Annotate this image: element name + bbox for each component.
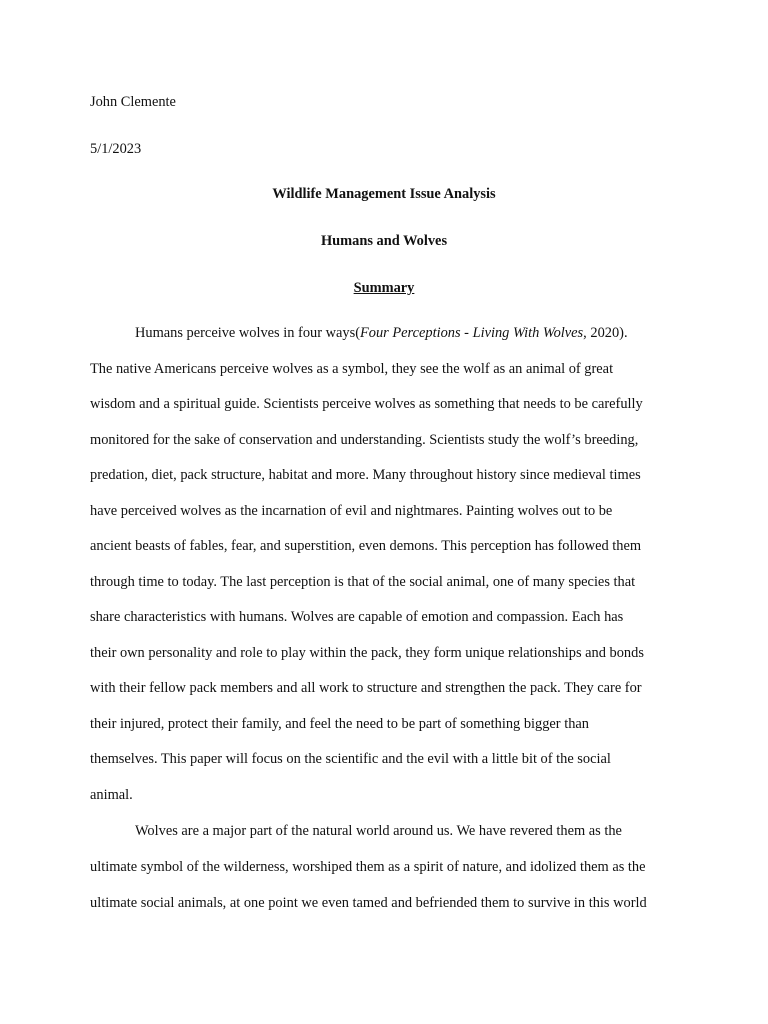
citation-title: Four Perceptions - Living With Wolves — [360, 325, 584, 341]
document-title: Wildlife Management Issue Analysis — [272, 186, 496, 202]
paragraph-1-lead: Humans perceive wolves in four ways( — [135, 325, 360, 341]
paragraph-1-line-7: ancient beasts of fables, fear, and superstition, even demons. This perception has followed them — [90, 538, 642, 554]
paragraph-1-line-4: monitored for the sake of conservation and understanding. Scientists study the wolf’s breeding, — [90, 431, 639, 448]
paragraph-1-line-9: share characteristics with humans. Wolves are capable of emotion and compassion. Each has — [90, 609, 624, 625]
paragraph-1-line-12: their injured, protect their family, and feel the need to be part of something bigger than — [90, 715, 589, 732]
document-subtitle: Humans and Wolves — [320, 233, 448, 249]
paragraph-1-line-13: themselves. This paper will focus on the scientific and the evil with a little bit of the social — [90, 751, 611, 767]
paragraph-1-line-8: through time to today. The last perception is that of the social animal, one of many species that — [90, 573, 636, 590]
paragraph-1-line-2: The native Americans perceive wolves as a symbol, they see the wolf as an animal of great — [90, 360, 614, 377]
document-date: 5/1/2023 — [90, 141, 142, 157]
section-heading-summary: Summary — [353, 280, 415, 296]
paragraph-2-line-2: ultimate symbol of the wilderness, worshiped them as a spirit of nature, and idolized them as the — [90, 859, 646, 875]
author-name: John Clemente — [90, 94, 176, 110]
paragraph-2-line-1: Wolves are a major part of the natural world around us. We have revered them as the — [135, 823, 622, 839]
paragraph-1-line-10: their own personality and role to play within the pack, they form unique relationships and bonds — [90, 644, 644, 661]
paragraph-1-line-11: with their fellow pack members and all work to structure and strengthen the pack. They care for — [90, 680, 642, 696]
paragraph-1-line-3: wisdom and a spiritual guide. Scientists perceive wolves as something that needs to be carefully — [90, 396, 643, 412]
paragraph-1-line-5: predation, diet, pack structure, habitat and more. Many throughout history since medieval times — [90, 467, 641, 483]
paragraph-2-line-3: ultimate social animals, at one point we even tamed and befriended them to survive in this world — [90, 894, 647, 911]
citation-tail: , 2020). — [583, 325, 628, 341]
paragraph-1-line-1 — [135, 324, 628, 342]
paragraph-1-line-6: have perceived wolves as the incarnation of evil and nightmares. Painting wolves out to be — [90, 502, 613, 519]
paragraph-1-line-14: animal. — [90, 787, 133, 803]
